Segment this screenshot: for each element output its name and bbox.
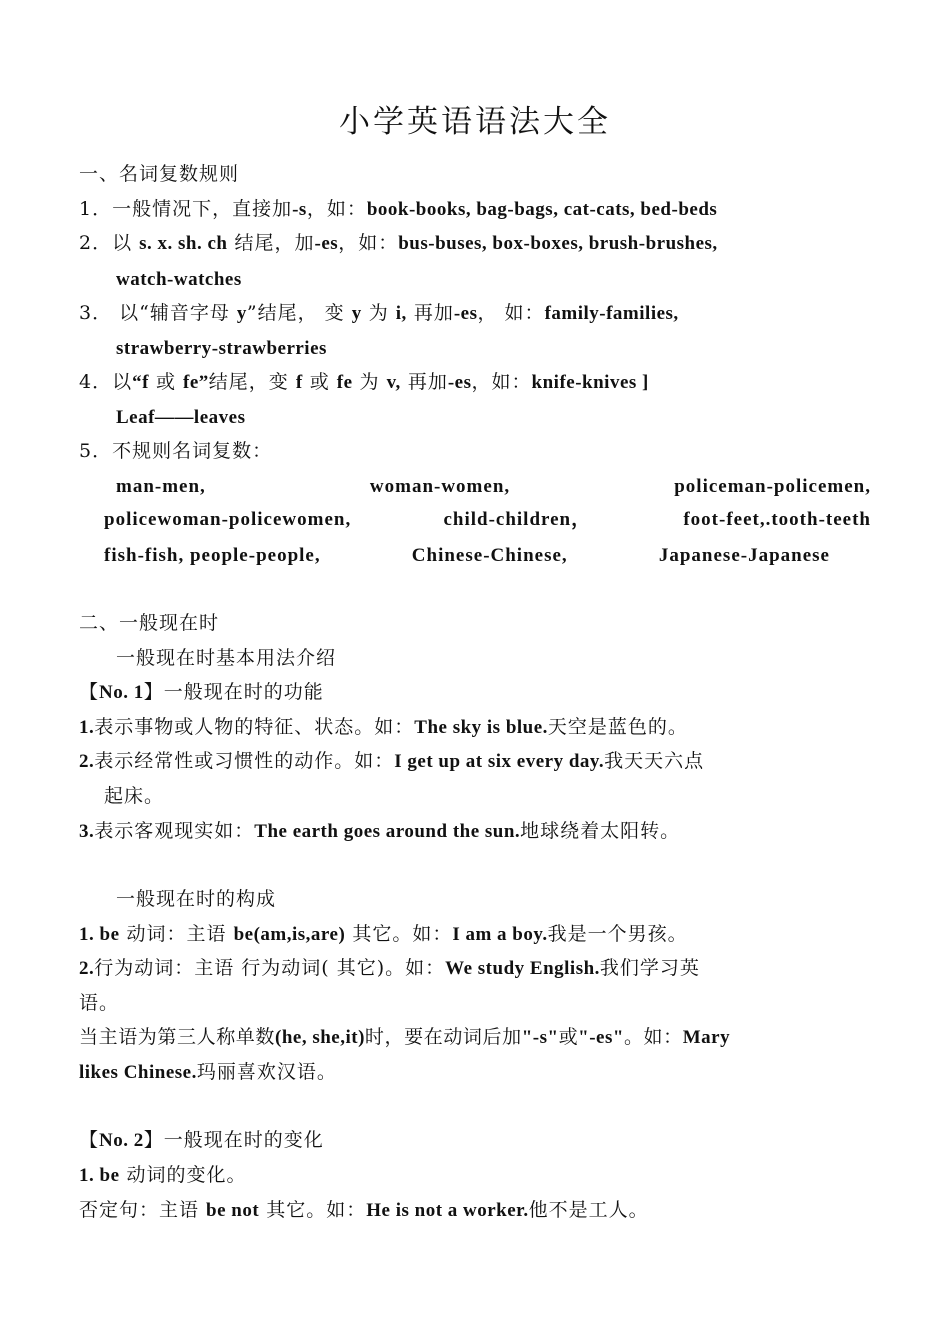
rule-2-continued: watch-watches [116, 269, 242, 290]
subheading-basic-usage: 一般现在时基本用法介绍 [116, 647, 337, 669]
rule-4: 4．以“f 或 fe”结尾，变 f 或 fe 为 v, 再加-es，如：knife-knives ] [79, 371, 649, 393]
function-3: 3.表示客观现实如：The earth goes around the sun.地球绕着太阳转。 [79, 820, 681, 842]
be-verb-change: 1. be 动词的变化。 [79, 1164, 247, 1186]
irregular-plurals-row-3: fish-fish, people-people, Chinese-Chinese, Japanese-Japanese [104, 545, 830, 566]
formation-1: 1. be 动词：主语 be(am,is,are) 其它。如：I am a boy.我是一个男孩。 [79, 923, 688, 945]
rule-3: 3． 以“辅音字母 y”结尾， 变 y 为 i, 再加-es， 如：family-families, [79, 302, 679, 324]
no1-heading: 【No. 1】一般现在时的功能 [79, 681, 324, 703]
formation-2-continued: 语。 [79, 992, 120, 1014]
irregular-plurals-row-2: policewoman-policewomen, child-children， foot-feet,.tooth-teeth [104, 509, 871, 530]
function-1: 1.表示事物或人物的特征、状态。如：The sky is blue.天空是蓝色的。 [79, 716, 688, 738]
rule-4-continued: Leaf——leaves [116, 407, 246, 428]
third-person-rule-continued: likes Chinese.玛丽喜欢汉语。 [79, 1061, 337, 1083]
function-2-continued: 起床。 [104, 785, 165, 807]
formation-2: 2.行为动词：主语 行为动词( 其它)。如：We study English.我们学习英 [79, 957, 700, 979]
rule-3-continued: strawberry-strawberries [116, 338, 327, 359]
section-heading-simple-present: 二、一般现在时 [79, 612, 220, 634]
page-title: 小学英语语法大全 [339, 104, 611, 140]
rule-1: 1．一般情况下，直接加-s，如：book-books, bag-bags, cat-cats, bed-beds [79, 198, 718, 220]
section-heading-noun-plurals: 一、名词复数规则 [79, 163, 240, 185]
irregular-plurals-row-1: man-men, woman-women, policeman-policemen, [116, 476, 871, 497]
negative-sentence: 否定句：主语 be not 其它。如：He is not a worker.他不是工人。 [79, 1199, 649, 1221]
subheading-formation: 一般现在时的构成 [116, 888, 277, 910]
function-2: 2.表示经常性或习惯性的动作。如：I get up at six every day.我天天六点 [79, 750, 705, 772]
third-person-rule: 当主语为第三人称单数(he, she,it)时，要在动词后加"-s"或"-es"。如：Mary [79, 1026, 731, 1048]
rule-5: 5．不规则名词复数： [79, 440, 273, 462]
rule-2: 2．以 s. x. sh. ch 结尾，加-es，如：bus-buses, box-boxes, brush-brushes, [79, 232, 718, 254]
no2-heading: 【No. 2】一般现在时的变化 [79, 1129, 324, 1151]
